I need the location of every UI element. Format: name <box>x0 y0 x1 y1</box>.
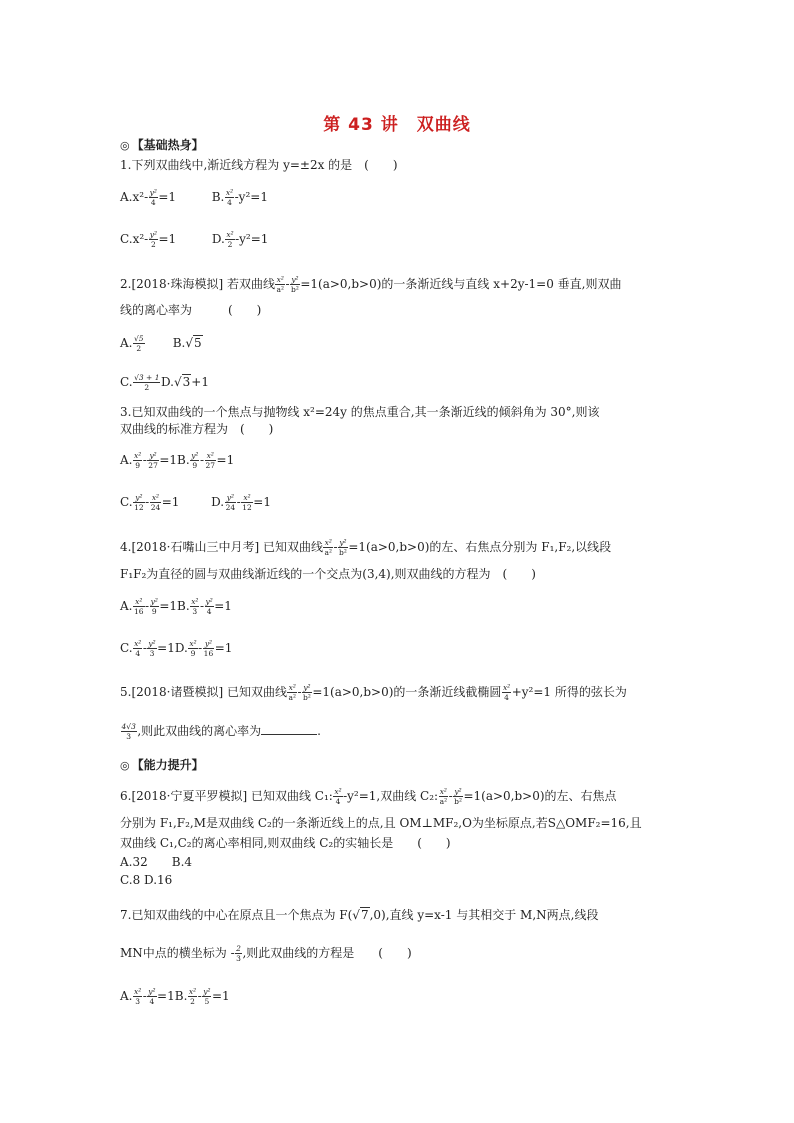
question-6-stem-line3: 双曲线 C₁,C₂的离心率相同,则双曲线 C₂的实轴长是 ( ) <box>120 836 451 850</box>
question-3-options-cd: C. $\frac{\text{y²}}{12}$ - $\frac{\text{x²}}{24}$ =1 D. $\frac{\text{y²}}{24}$ - $\frac{\text{x²}}{12}$ =1 <box>120 493 271 512</box>
question-2-stem-line2: 线的离心率为 ( ) <box>120 303 262 317</box>
question-2-stem: 2.[2018·珠海模拟] 若双曲线 $\frac{\text{x²}}{\text{a²}}$ - $\frac{\text{y²}}{\text{b²}}$ =1(a>0,b>0)的一条渐近线与直线 x+2y-1=0 垂直,则双曲 <box>120 275 622 294</box>
question-4-stem-line2: F₁F₂为直径的圆与双曲线渐近线的一个交点为(3,4),则双曲线的方程为 ( ) <box>120 567 536 581</box>
question-6-stem-line2: 分别为 F₁,F₂,M是双曲线 C₂的一条渐近线上的点,且 OM⊥MF₂,O为坐标原点,若S△OMF₂=16,且 <box>120 816 642 830</box>
question-6-stem: 6.[2018·宁夏平罗模拟] 已知双曲线 C₁: $\frac{\text{x²}}{4}$ -y²=1,双曲线 C₂: $\frac{\text{x²}}{\text{a²}}$ - $\frac{\text{y²}}{\text{b²}}$ =1(a>0,b>0)的左、右焦点 <box>120 787 617 806</box>
question-1-options-ab: A.x²- $\frac{\text{y²}}{4}$ =1 B. $\frac{\text{x²}}{4}$ -y²=1 <box>120 188 268 207</box>
question-1-stem: 1.下列双曲线中,渐近线方程为 y=±2x 的是 ( ) <box>120 158 398 172</box>
section-bullet-icon: ◎ <box>120 139 130 152</box>
question-4-options-ab: A. $\frac{\text{x²}}{16}$ - $\frac{\text{y²}}{9}$ =1B. $\frac{\text{x²}}{3}$ - $\frac{\text{y²}}{4}$ =1 <box>120 597 232 616</box>
question-3-options-ab: A. $\frac{\text{x²}}{9}$ - $\frac{\text{y²}}{27}$ =1B. $\frac{\text{y²}}{9}$ - $\frac{\text{x²}}{27}$ =1 <box>120 451 235 470</box>
question-5-stem-line2: $\frac{4√3}{3}$ ,则此双曲线的离心率为 . <box>121 722 321 741</box>
question-7-stem: 7.已知双曲线的中心在原点且一个焦点为 F(√7,0),直线 y=x-1 与其相交于 M,N两点,线段 <box>120 908 599 922</box>
question-4-stem: 4.[2018·石嘴山三中月考] 已知双曲线 $\frac{\text{x²}}{\text{a²}}$ - $\frac{\text{y²}}{\text{b²}}$ =1(a>0,b>0)的左、右焦点分别为 F₁,F₂,以线段 <box>120 538 612 557</box>
question-3-stem-line2: 双曲线的标准方程为 ( ) <box>120 422 274 436</box>
question-3-stem: 3.已知双曲线的一个焦点与抛物线 x²=24y 的焦点重合,其一条渐近线的倾斜角为 30°,则该 <box>120 405 600 419</box>
question-4-options-cd: C. $\frac{\text{x²}}{4}$ - $\frac{\text{y²}}{3}$ =1D. $\frac{\text{x²}}{9}$ - $\frac{\text{y²}}{16}$ =1 <box>120 639 233 658</box>
question-2-options-ab: A. $\frac{√5}{2}$ B.√5 <box>120 334 202 353</box>
answer-blank[interactable] <box>261 724 317 735</box>
question-6-options-ab: A.32 B.4 <box>120 855 193 869</box>
question-5-stem: 5.[2018·诸暨模拟] 已知双曲线 $\frac{\text{x²}}{\text{a²}}$ - $\frac{\text{y²}}{\text{b²}}$ =1(a>0,b>0)的一条渐近线截椭圆 $\frac{\text{x²}}{4}$ +y²=1 所得的弦长为 <box>120 683 627 702</box>
section-bullet-icon: ◎ <box>120 759 130 772</box>
question-2-options-cd: C. $\frac{√3 + 1}{2}$ D.√3+1 <box>120 373 209 392</box>
section-basic-heading: ◎ 【基础热身】 <box>120 138 204 152</box>
question-7-stem-line2: MN中点的横坐标为 - $\frac{2}{3}$ ,则此双曲线的方程是 ( ) <box>120 944 412 963</box>
question-6-options-cd: C.8 D.16 <box>120 873 173 887</box>
question-1-options-cd: C.x²- $\frac{\text{y²}}{2}$ =1 D. $\frac{\text{x²}}{2}$ -y²=1 <box>120 230 269 249</box>
page-title: 第 43 讲 双曲线 <box>323 115 471 135</box>
section-advanced-heading: ◎ 【能力提升】 <box>120 758 204 772</box>
question-7-options-ab: A. $\frac{\text{x²}}{3}$ - $\frac{\text{y²}}{4}$ =1B. $\frac{\text{x²}}{2}$ - $\frac{\text{y²}}{5}$ =1 <box>120 987 230 1006</box>
